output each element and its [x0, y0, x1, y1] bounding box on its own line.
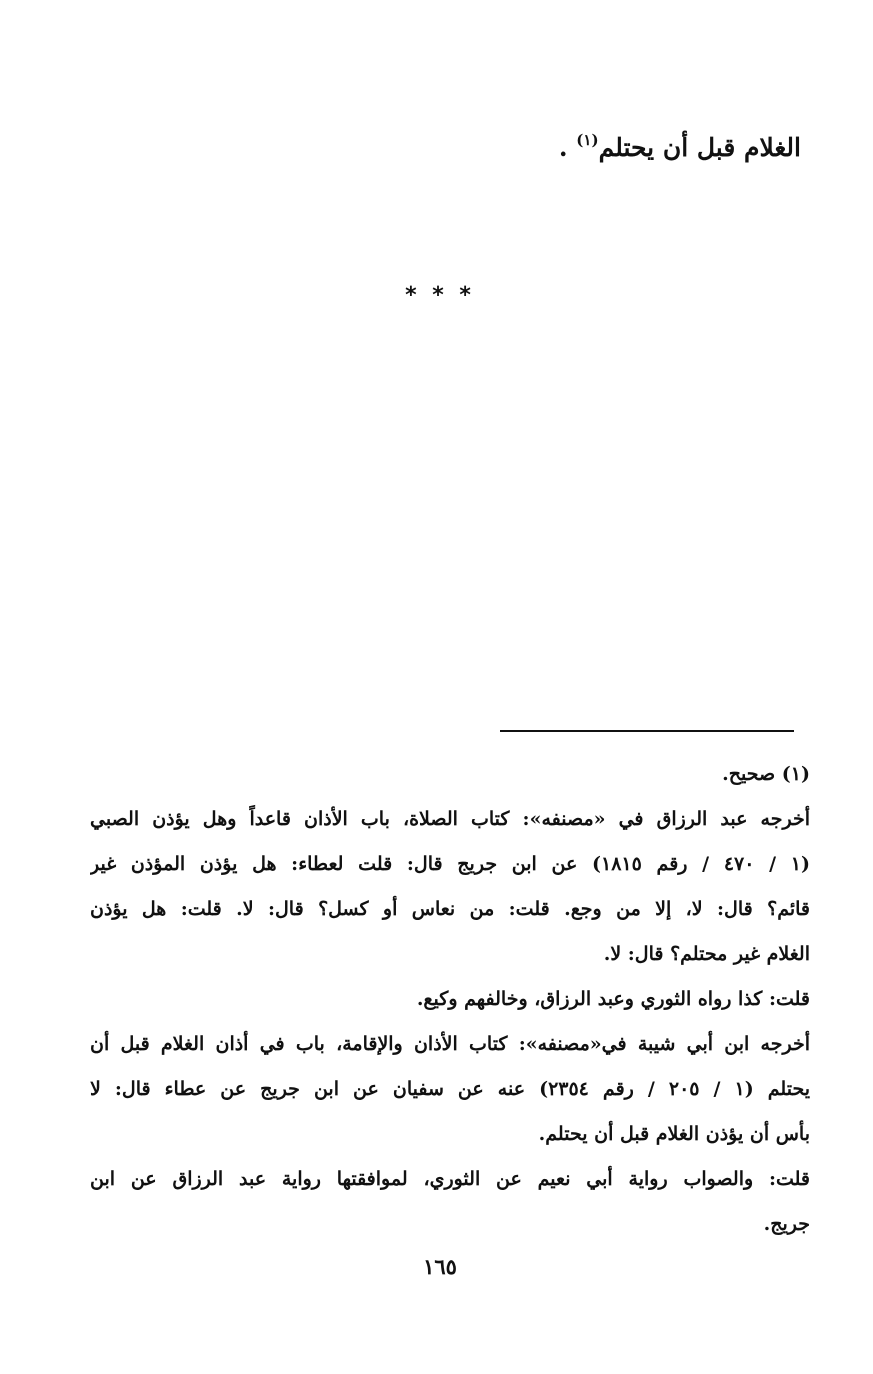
main-text: الغلام قبل أن يحتلم [598, 133, 801, 162]
main-text-terminal: . [558, 133, 568, 162]
footnote-line: أخرجه ابن أبي شيبة في«مصنفه»: كتاب الأذان والإقامة، باب في أذان الغلام قبل أن [90, 1033, 810, 1055]
page-number: ١٦٥ [423, 1254, 457, 1279]
footnote-line: (١ / ٤٧٠ / رقم ١٨١٥) عن ابن جريج قال: قلت لعطاء: هل يؤذن المؤذن غير [90, 853, 810, 875]
footnote-line: أخرجه عبد الرزاق في «مصنفه»: كتاب الصلاة، باب الأذان قاعداً وهل يؤذن الصبي [90, 808, 810, 830]
footnote-reference-marker: (١) [576, 131, 599, 149]
footnote-divider [500, 730, 794, 732]
footnote-line: بأس أن يؤذن الغلام قبل أن يحتلم. [538, 1123, 810, 1145]
footnote-line: قلت: كذا رواه الثوري وعبد الرزاق، وخالفهم وكيع. [416, 988, 810, 1010]
footnote-line: قلت: والصواب رواية أبي نعيم عن الثوري، لموافقتها رواية عبد الرزاق عن ابن [90, 1168, 810, 1190]
footnotes-block [90, 752, 810, 1247]
footnote-line: الغلام غير محتلم؟ قال: لا. [603, 943, 810, 965]
footnote-line: يحتلم (١ / ٢٠٥ / رقم ٢٣٥٤) عنه عن سفيان عن ابن جريج عن عطاء قال: لا [90, 1078, 810, 1100]
footnote-line: قائم؟ قال: لا، إلا من وجع. قلت: من نعاس أو كسل؟ قال: لا. قلت: هل يؤذن [90, 898, 810, 920]
main-text-line [101, 128, 801, 168]
footnote-line: جريج. [763, 1213, 810, 1235]
section-separator: * * * [405, 283, 475, 308]
footnote-heading: (١) صحيح. [722, 763, 810, 785]
